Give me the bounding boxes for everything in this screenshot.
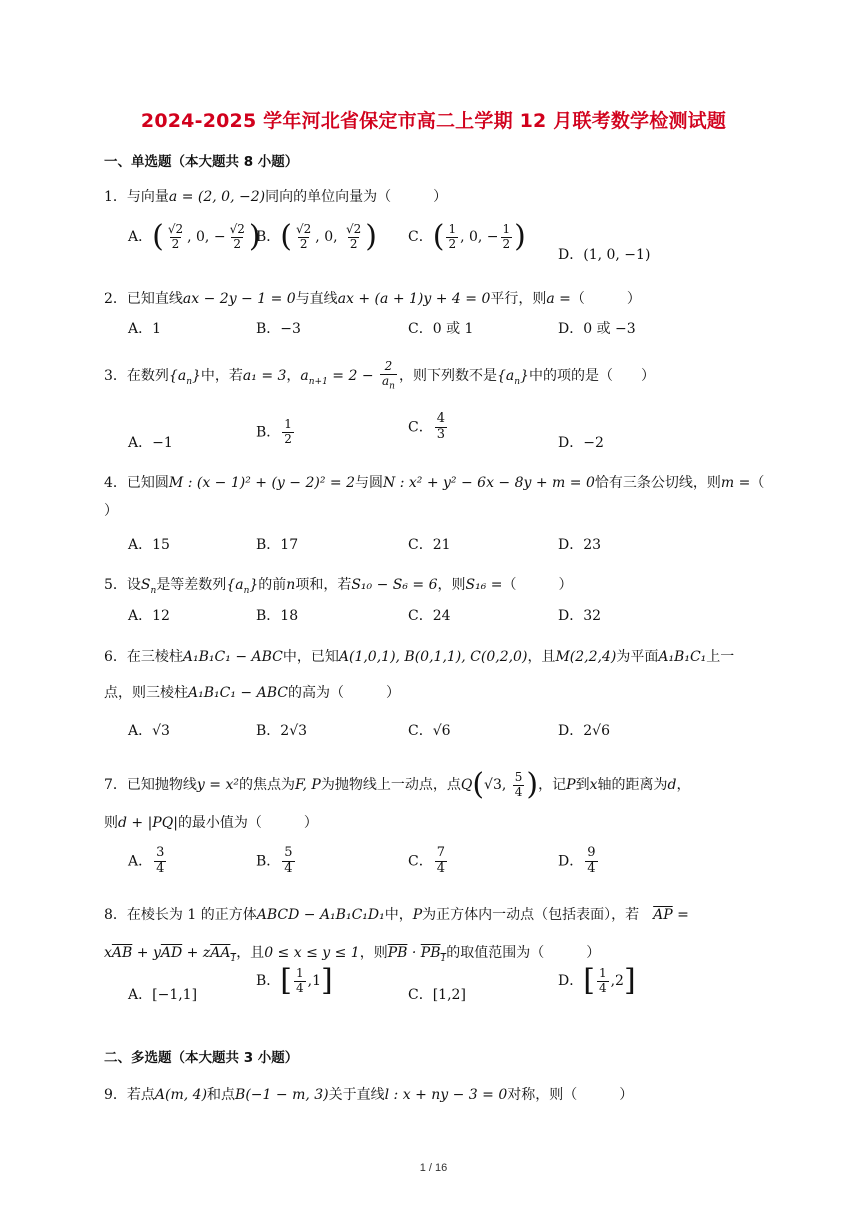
question-9-stem: 9．若点A(m, 4)和点B(−1 − m, 3)关于直线l : x + ny − 3 = 0对称，则（ ）	[104, 1087, 634, 1103]
question-8-option-a: A．[−1,1]	[128, 987, 198, 1003]
question-6-stem: 6．在三棱柱A₁B₁C₁ − ABC中，已知A(1,0,1), B(0,1,1), C(0,2,0)，且M(2,2,4)为平面A₁B₁C₁上一	[104, 649, 735, 665]
question-6-option-d: D．2√6	[558, 723, 610, 739]
question-3-option-d: D．−2	[558, 435, 604, 451]
question-6-stem-line2: 点，则三棱柱A₁B₁C₁ − ABC的高为（ ）	[104, 685, 400, 701]
question-7-option-c: C． $\frac{7}{4}$	[408, 845, 445, 876]
question-5-option-a: A．12	[128, 608, 170, 624]
question-5-option-c: C．24	[408, 608, 451, 624]
question-5-option-d: D．32	[558, 608, 602, 624]
question-2-stem: 2．已知直线ax − 2y − 1 = 0与直线ax + (a + 1)y + 4 = 0平行，则a =（ ）	[104, 291, 641, 307]
question-5-stem: 5．设$S_n$是等差数列$\{a_n\}$的前n项和，若S₁₀ − S₆ = 6，则S₁₆ =（ ）	[104, 577, 573, 596]
question-4-option-c: C．21	[408, 537, 451, 553]
question-4-option-d: D．23	[558, 537, 602, 553]
section-heading-single-choice: 一、单选题（本大题共 8 小题）	[104, 154, 299, 170]
question-8-stem: 8．在棱长为 1 的正方体ABCD − A₁B₁C₁D₁中，P为正方体内一动点（包括表面），若 $\overline{AP}$ =	[104, 907, 689, 923]
question-1-option-b: B．( $\frac{√2}{2}$ , 0, $\frac{√2}{2}$ )	[256, 219, 378, 254]
question-2-option-a: A．1	[128, 321, 162, 337]
question-6-option-b: B．2√3	[256, 723, 308, 739]
question-8-stem-line2: $x\overline{AB} + y\overline{AD} + zAA_1$，且0 ≤ x ≤ y ≤ 1，则$\overline{PB} \cdot PB_1$的取值范围为（ ）	[104, 945, 601, 964]
question-1-stem: 1．与向量a = (2, 0, −2)同向的单位向量为（ ）	[104, 189, 448, 205]
question-2-option-c: C．0 或 1	[408, 321, 474, 337]
question-5-option-b: B．18	[256, 608, 299, 624]
question-4-option-b: B．17	[256, 537, 299, 553]
page-number: 1 / 16	[419, 1162, 448, 1174]
question-4-option-a: A．15	[128, 537, 170, 553]
question-1-option-d: D．(1, 0, −1)	[558, 247, 651, 263]
question-1-option-a: A．( $\frac{√2}{2}$ , 0, − $\frac{√2}{2}$ )	[128, 219, 261, 254]
section-heading-multiple-choice: 二、多选题（本大题共 3 小题）	[104, 1050, 299, 1066]
question-3-option-b: B． $\frac{1}{2}$	[256, 417, 292, 446]
question-4-stem: 4．已知圆M : (x − 1)² + (y − 2)² = 2与圆N : x² + y² − 6x − 8y + m = 0恰有三条公切线，则m =（	[104, 475, 765, 491]
question-3-stem: 3．在数列$\{a_n\}$中，若a₁ = 3，$a_{n+1} = 2$ − $\frac{2}{a_n}$ ，则下列数不是$\{a_n\}$中的项的是（ ）	[104, 359, 655, 392]
question-2-option-b: B．−3	[256, 321, 301, 337]
question-8-option-c: C．[1,2]	[408, 987, 466, 1003]
question-6-option-c: C．√6	[408, 723, 451, 739]
question-3-option-c: C． $\frac{4}{3}$	[408, 411, 445, 442]
question-1-option-c: C．( $\frac{1}{2}$ , 0, − $\frac{1}{2}$ )	[408, 219, 526, 254]
question-7-stem: 7．已知抛物线y = x²的焦点为F, P为抛物线上一动点，点Q(√3, $\frac{5}{4}$ )，记P到x轴的距离为d，	[104, 767, 691, 802]
document-title: 2024-2025 学年河北省保定市高二上学期 12 月联考数学检测试题	[140, 110, 727, 132]
question-7-option-b: B． $\frac{5}{4}$	[256, 845, 293, 876]
question-7-option-d: D． $\frac{9}{4}$	[558, 845, 596, 876]
question-7-option-a: A． $\frac{3}{4}$	[128, 845, 165, 876]
question-6-option-a: A．√3	[128, 723, 170, 739]
question-8-option-d: D．[ $\frac{1}{4}$ ,2]	[558, 963, 636, 998]
question-7-stem-line2: 则d + |PQ|的最小值为（ ）	[104, 815, 318, 831]
question-3-option-a: A．−1	[128, 435, 173, 451]
question-4-stem-end: ）	[104, 503, 118, 519]
question-8-option-b: B．[ $\frac{1}{4}$ ,1]	[256, 963, 333, 998]
question-2-option-d: D．0 或 −3	[558, 321, 636, 337]
